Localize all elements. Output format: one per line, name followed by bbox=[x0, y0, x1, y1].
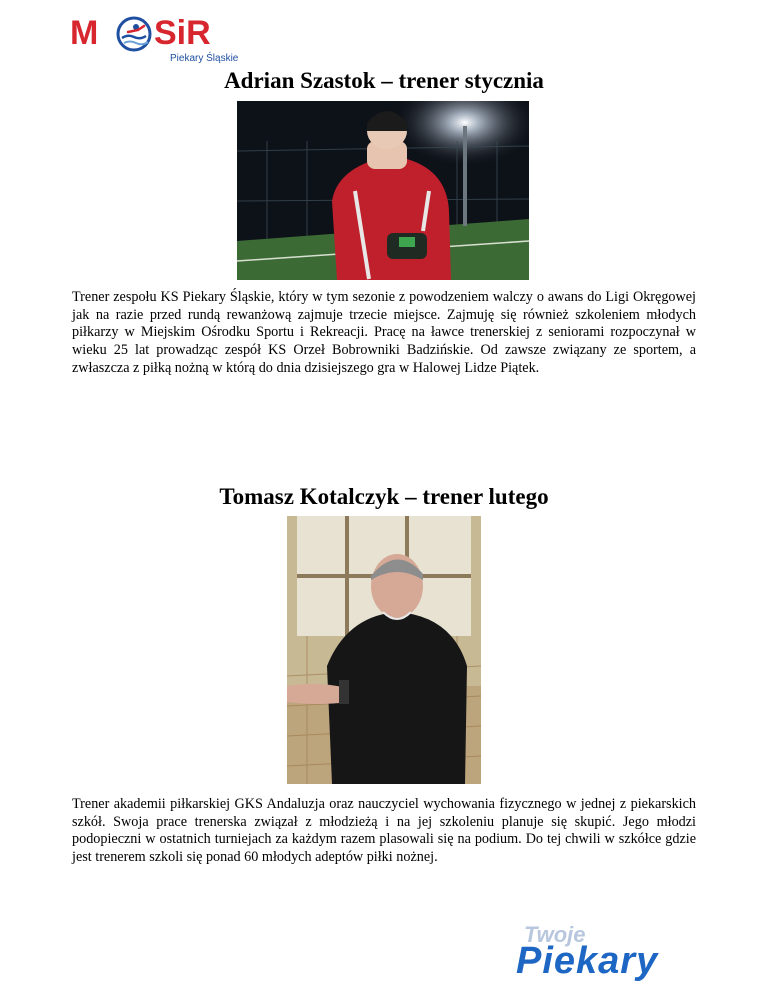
section-title-february: Tomasz Kotalczyk – trener lutego bbox=[219, 484, 549, 509]
twoje-piekary-logo bbox=[512, 922, 702, 988]
logo-text-twoje: Twoje bbox=[524, 922, 586, 947]
photo-coach-february bbox=[287, 516, 481, 784]
section-paragraph-january: Trener zespołu KS Piekary Śląskie, który w tym sezonie z powodzeniem walczy o awans do Ligi Okręgowej jak na razie przed rundą rewanżową zajmuje trzecie miejsce. Zajmuję się również szkoleniem młodych piłkarzy w Miejskim Ośrodku Sportu i Rekreacji. Pracę na ławce trenerskiej z seniorami rozpoczynał w wieku 25 lat prowadząc zespół KS Orzeł Bobrowniki Badzińskie. Od zawsze związany ze sportem, a zwłaszcza z piłką nożną w którą do dnia dzisiejszego gra w Halowej Lidze Piątek. bbox=[72, 289, 696, 376]
coach-photo-image bbox=[287, 516, 481, 784]
logo-text-m: M bbox=[70, 14, 98, 52]
coach-photo-image bbox=[237, 101, 529, 280]
logo-text-sir: SiR bbox=[154, 14, 211, 52]
photo-coach-january bbox=[237, 101, 529, 280]
mosir-logo bbox=[70, 12, 250, 68]
swimmer-logo-icon bbox=[114, 14, 154, 54]
logo-text-piekary: Piekary bbox=[516, 940, 659, 982]
logo-subtitle: Piekary Śląskie bbox=[170, 53, 239, 64]
section-paragraph-february: Trener akademii piłkarskiej GKS Andaluzja oraz nauczyciel wychowania fizycznego w jednej z piekarskich szkół. Swoja prace trenerska związał z młodzieżą i na jej szkoleniu planuje się skupić. Jego młodzi podopieczni w ostatnich turniejach za każdym razem plasowali się na podium. Do tej chwili w szkółce gdzie jest trenerem szkoli się ponad 60 młodych adeptów piłki nożnej. bbox=[72, 796, 696, 866]
section-title-january: Adrian Szastok – trener stycznia bbox=[224, 68, 544, 93]
